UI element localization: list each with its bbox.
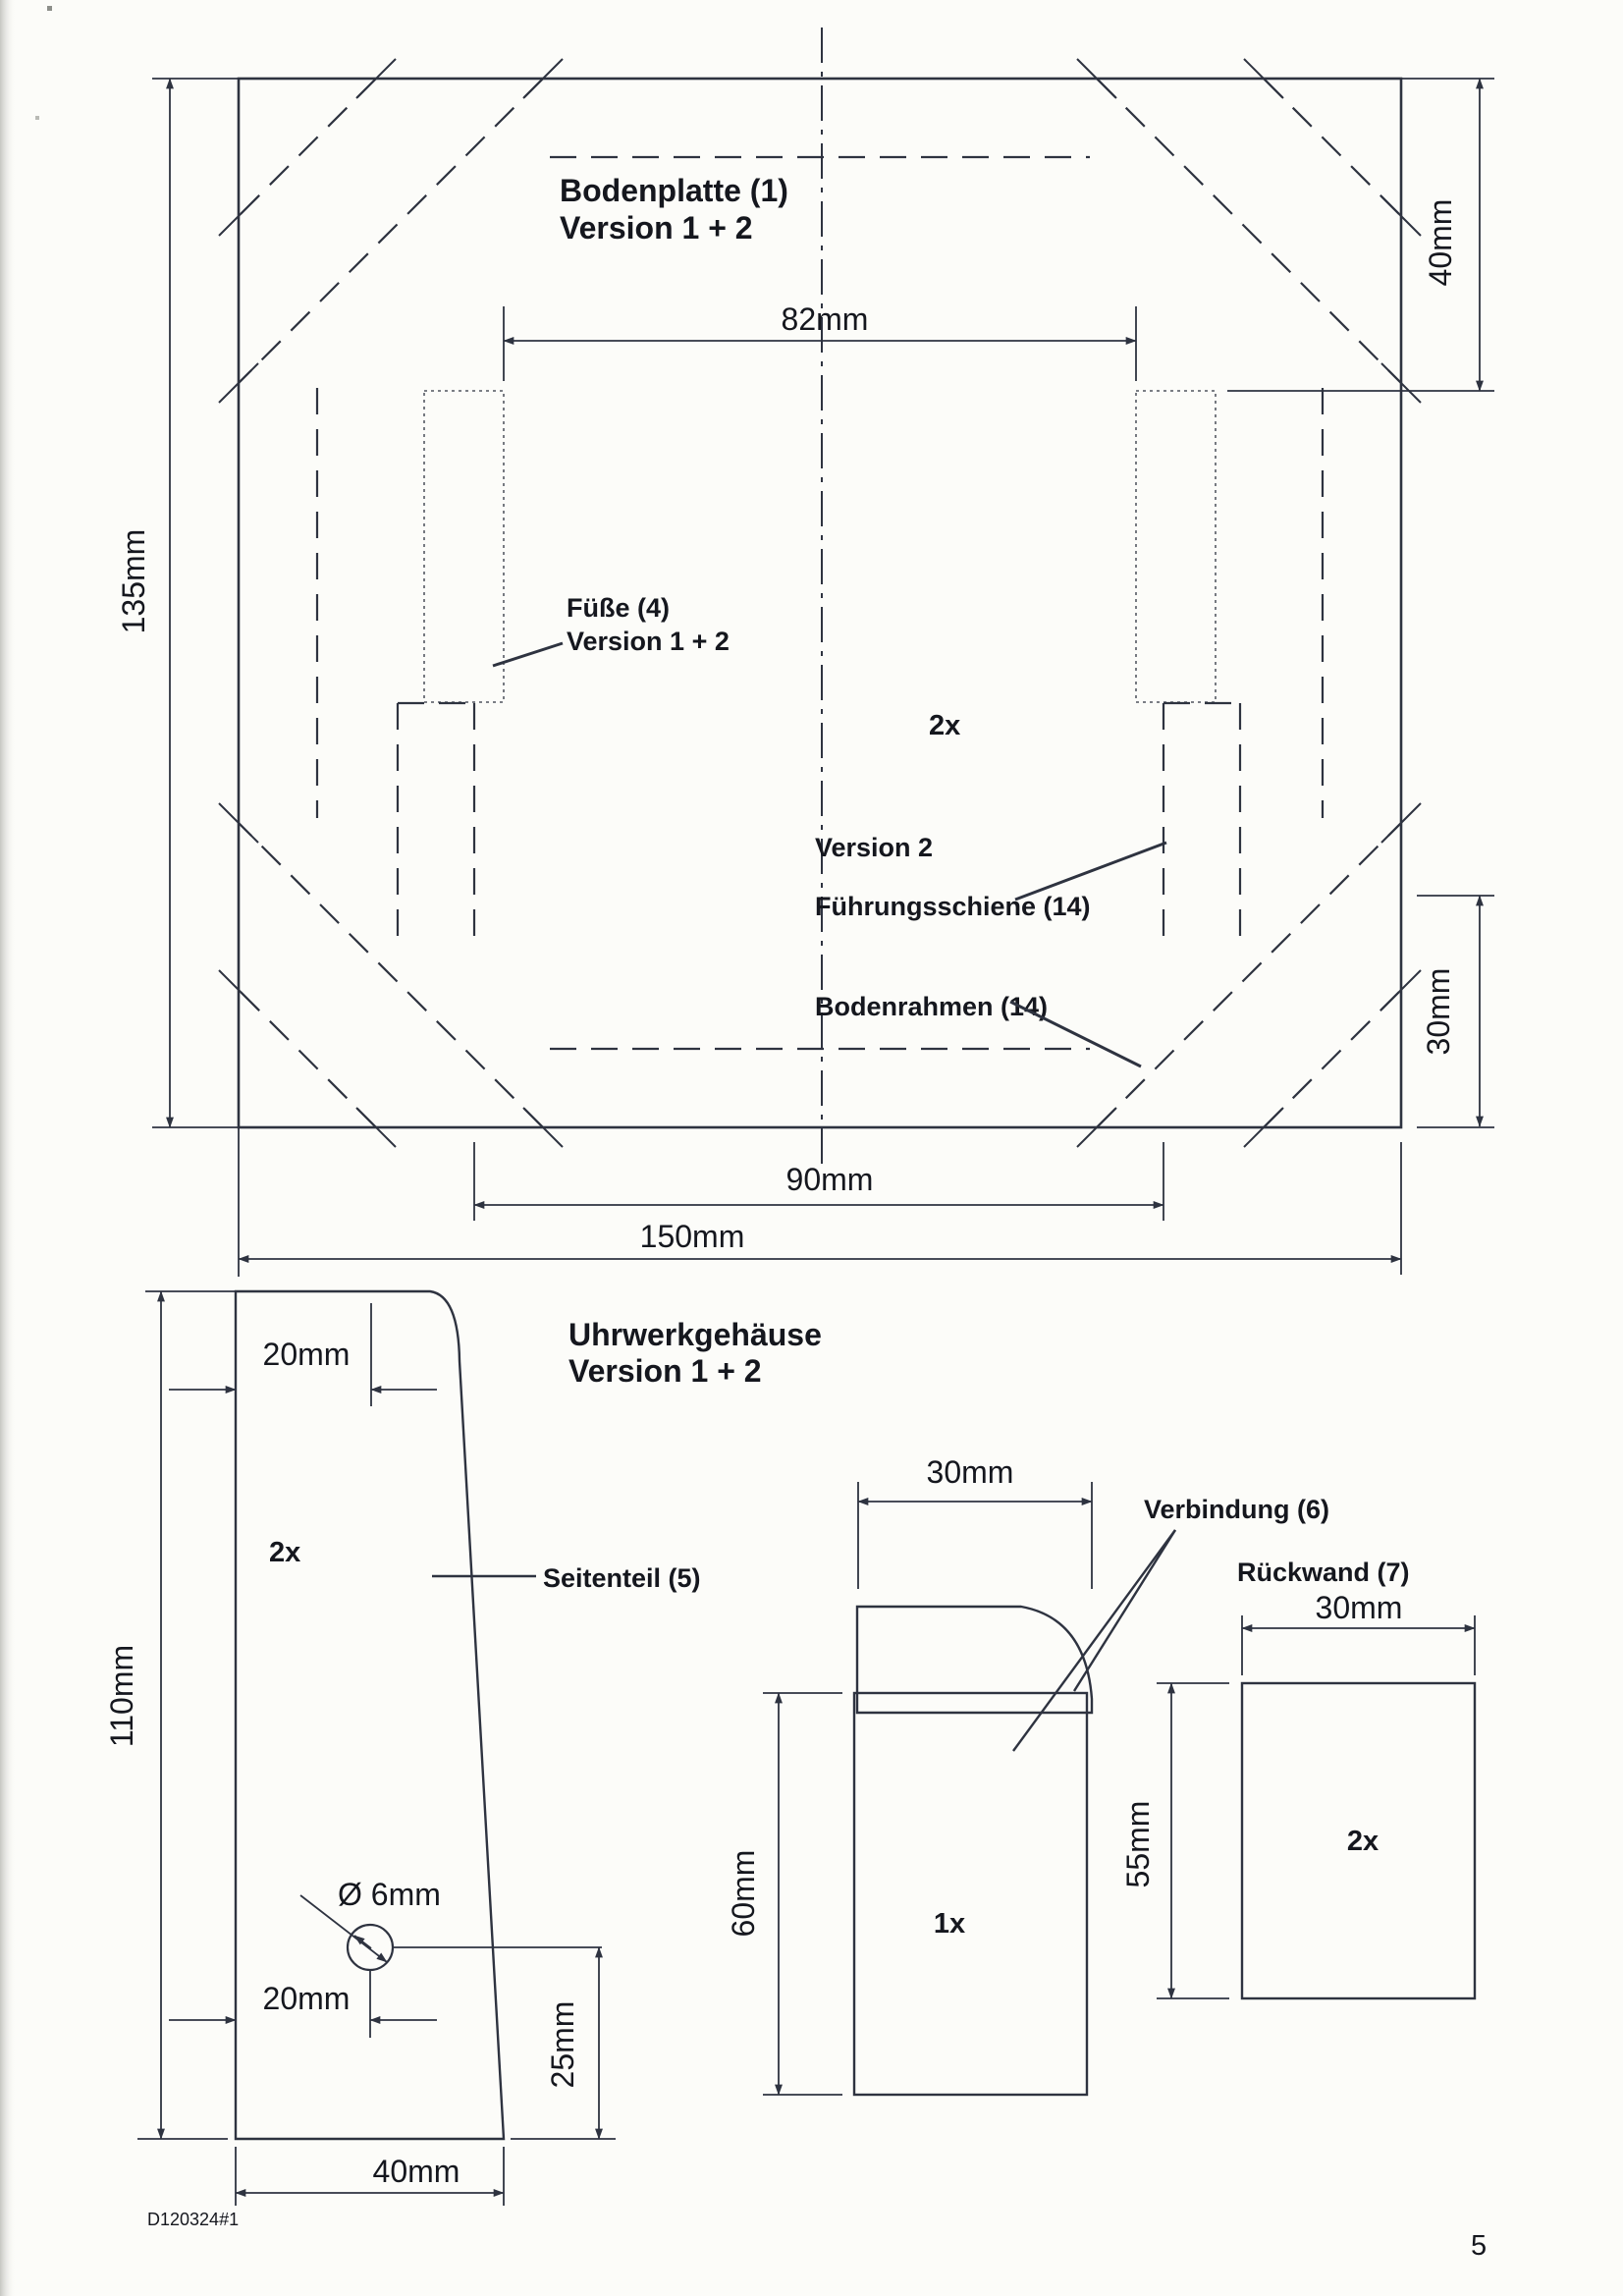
connector-leader-line-2 [1013, 1530, 1175, 1751]
dim-30mm-back-label: 30mm [1315, 1590, 1403, 1625]
connector-leader-line-1 [1074, 1530, 1175, 1691]
dim-150mm [239, 1219, 1401, 1259]
page-number: 5 [1471, 2230, 1488, 2262]
dim-30mm-label: 30mm [1421, 967, 1456, 1056]
back-panel-label: Rückwand (7) [1237, 1558, 1410, 1587]
dim-82mm-label: 82mm [781, 301, 869, 337]
dim-110mm-label: 110mm [104, 1644, 139, 1748]
side-panel-label: Seitenteil (5) [543, 1563, 701, 1593]
version2-label: Version 2 [815, 833, 934, 862]
floor-frame-leader-line [1010, 1002, 1141, 1066]
scan-speck-2 [35, 116, 39, 120]
dim-82mm [504, 301, 1136, 381]
bodenplatte-title-line2: Version 1 + 2 [560, 210, 753, 246]
dim-150mm-label: 150mm [639, 1219, 745, 1254]
connector-label: Verbindung (6) [1144, 1495, 1329, 1524]
corner-braces-dashed [239, 79, 1401, 1127]
dim-90mm [474, 1142, 1163, 1221]
dim-40mm-bottom-label: 40mm [372, 2154, 460, 2189]
dim-hole-label: Ø 6mm [338, 1877, 441, 1912]
scan-edge-shadow [0, 0, 16, 2296]
dim-20mm-hole-label: 20mm [262, 1981, 351, 2016]
uhrwerkgehaeuse-drawing [104, 1291, 1475, 2206]
connector-profile-outline [857, 1607, 1092, 1713]
bodenplatte-outline [239, 79, 1401, 1127]
side-panel [104, 1291, 701, 2206]
side-panel-quantity: 2x [269, 1537, 301, 1568]
back-panel [1120, 1558, 1475, 1998]
drawing-code: D120324#1 [147, 2210, 240, 2229]
dim-40mm-label: 40mm [1423, 198, 1458, 287]
feet-label-line2: Version 1 + 2 [567, 627, 730, 656]
connector-quantity: 1x [933, 1908, 966, 1940]
dim-60mm-label: 60mm [726, 1849, 761, 1938]
feet-leader-line [493, 643, 563, 666]
dim-25mm-label: 25mm [545, 2000, 580, 2089]
scan-speck [47, 6, 52, 11]
corner-brace-ticks [219, 59, 1421, 1147]
foot-left-hatched [424, 391, 504, 702]
dim-20mm-top-label: 20mm [262, 1337, 351, 1372]
connector-part [726, 1454, 1329, 2095]
floor-frame-label: Bodenrahmen (14) [815, 992, 1049, 1021]
dim-30mm [1417, 896, 1494, 1126]
feet-label-line1: Füße (4) [567, 593, 670, 623]
connector-front-outline [854, 1693, 1087, 2095]
gehaeuse-title-line1: Uhrwerkgehäuse [568, 1317, 822, 1352]
dim-55mm-label: 55mm [1120, 1800, 1156, 1888]
guide-rail-leader-line [1015, 843, 1166, 900]
dim-30mm-connector-label: 30mm [926, 1454, 1014, 1490]
gehaeuse-title-line2: Version 1 + 2 [568, 1353, 762, 1389]
dim-135mm-label: 135mm [116, 528, 151, 634]
foot-right-hatched [1136, 391, 1216, 702]
bodenplatte-title-line1: Bodenplatte (1) [560, 173, 788, 208]
dim-135mm [116, 79, 170, 1127]
back-panel-quantity: 2x [1346, 1826, 1380, 1857]
guide-rail-label: Führungsschiene (14) [815, 892, 1091, 921]
bodenplatte-drawing [116, 27, 1494, 1277]
dim-90mm-label: 90mm [785, 1162, 874, 1197]
feet-quantity: 2x [929, 710, 961, 741]
